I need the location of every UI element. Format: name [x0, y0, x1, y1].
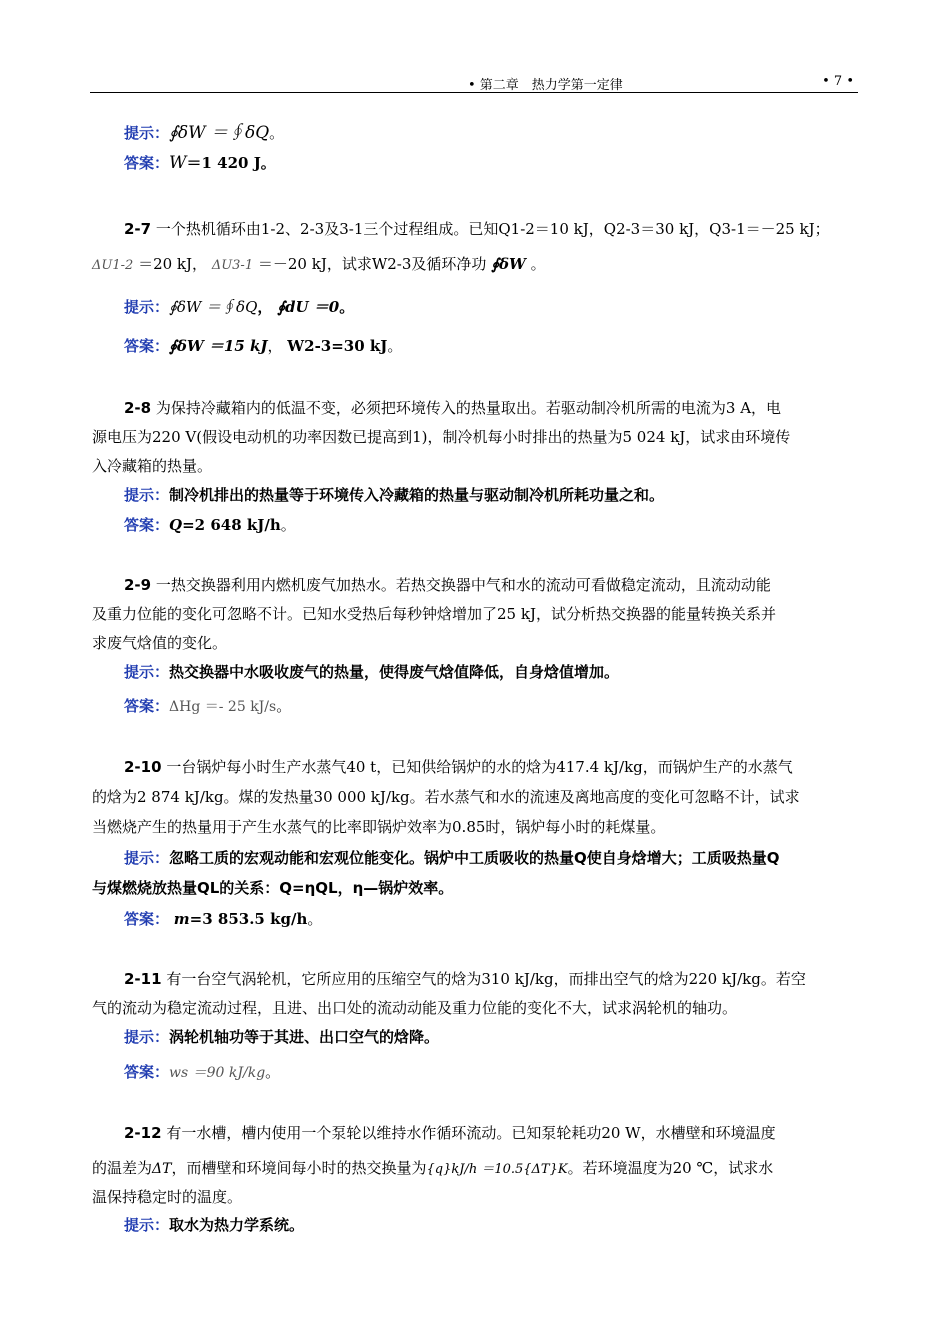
answer-line [124, 335, 402, 357]
problem-text: 气的流动为稳定流动过程，且进、出口处的流动动能及重力位能的变化不大，试求涡轮机的轴功。 [92, 999, 738, 1017]
hint-text: 涡轮机轴功等于其进、出口空气的焓降。 [169, 1028, 440, 1046]
hint-formula: ∮dU ＝0 [277, 298, 340, 316]
problem-text: 入冷藏箱的热量。 [92, 457, 213, 475]
problem-2-10-line-1 [124, 756, 793, 778]
answer-value: =3 853.5 kg/h [189, 910, 308, 928]
problem-text: 求废气焓值的变化。 [92, 634, 228, 652]
punct: 。 [265, 1063, 281, 1081]
punct: ， [257, 298, 273, 316]
page-header [90, 72, 858, 93]
answer-label: 答案： [124, 910, 170, 928]
hint-line [124, 847, 780, 869]
delta-u-12: ΔU1-2 [92, 258, 134, 273]
hint-text: 热交换器中水吸收废气的热量，使得废气焓值降低，自身焓值增加。 [169, 663, 620, 681]
hint-text: 取水为热力学系统。 [169, 1216, 305, 1234]
punct: ， [267, 337, 283, 355]
answer-line [124, 908, 322, 930]
problem-2-8-line-1 [124, 397, 781, 419]
problem-text: 一台锅炉每小时生产水蒸气40 t，已知供给锅炉的水的焓为417.4 kJ/kg，而锅炉生产的水蒸气 [166, 758, 793, 776]
delta-t: ΔT [152, 1161, 172, 1177]
problem-text: 一热交换器利用内燃机废气加热水。若热交换器中气和水的流动可看做稳定流动，且流动动能 [155, 576, 771, 594]
problem-number: 2-8 [124, 399, 152, 417]
punct: 。 [530, 255, 546, 273]
answer-label: 答案： [124, 1063, 170, 1081]
answer-formula: ΔHg ＝- 25 kJ/s [169, 699, 277, 715]
problem-text: 及重力位能的变化可忽略不计。已知水受热后每秒钟焓增加了25 kJ，试分析热交换器的能量转换关系并 [92, 605, 776, 623]
hint-formula: ∮δW ＝∮δQ [169, 298, 258, 316]
hint-text: 与煤燃烧放热量QL的关系：Q=ηQL，η—锅炉效率。 [92, 879, 454, 897]
answer-variable: W [169, 153, 187, 173]
hint-label: 提示： [124, 1216, 170, 1234]
answer-label: 答案： [124, 516, 170, 534]
delta-u-31: ΔU3-1 [211, 258, 254, 273]
answer-value: =2 648 kJ/h [182, 516, 281, 534]
problem-number: 2-11 [124, 970, 162, 988]
answer-label: 答案： [124, 697, 170, 715]
hint-label: 提示： [124, 1028, 170, 1046]
problem-text: 一个热机循环由1-2、2-3及3-1三个过程组成。已知Q1-2＝10 kJ，Q2-3＝30 kJ，Q3-1＝－25 kJ； [155, 220, 830, 238]
chapter-title: • 第二章 热力学第一定律 [468, 78, 623, 93]
hint-label: 提示： [124, 486, 170, 504]
heat-exchange-formula: {q}kJ/h ＝10.5{ΔT}K [426, 1162, 568, 1177]
answer-line [124, 1061, 280, 1084]
answer-value: ＝1 420 J。 [186, 154, 276, 172]
problem-text: 当燃烧产生的热量用于产生水蒸气的比率即锅炉效率为0.85时，锅炉每小时的耗煤量。 [92, 818, 666, 836]
hint-line [124, 1026, 439, 1048]
problem-number: 2-9 [124, 576, 152, 594]
answer-line [124, 514, 296, 536]
hint-line [124, 296, 354, 318]
answer-variable: m [173, 910, 190, 928]
problem-2-7-line-1 [124, 218, 830, 240]
hint-line [124, 122, 284, 144]
problem-text: 。若环境温度为20 ℃，试求水 [567, 1159, 774, 1177]
hint-formula: ∮δW ＝∮δQ [169, 123, 270, 143]
problem-text: 有一水槽，槽内使用一个泵轮以维持水作循环流动。已知泵轮耗功20 W，水槽壁和环境温度 [166, 1124, 776, 1142]
answer-formula: ∮δW ＝15 kJ [169, 337, 268, 355]
hint-label: 提示： [124, 298, 170, 316]
problem-2-7-line-2 [92, 253, 546, 277]
hint-line [124, 484, 664, 506]
problem-text: 源电压为220 V(假设电动机的功率因数已提高到1)，制冷机每小时排出的热量为5 024 kJ，试求由环境传 [92, 428, 791, 446]
hint-label: 提示： [124, 663, 170, 681]
punct: 。 [280, 516, 296, 534]
punct: 。 [269, 124, 285, 142]
answer-label: 答案： [124, 337, 170, 355]
punct: 。 [387, 337, 403, 355]
problem-text: 为保持冷藏箱内的低温不变，必须把环境传入的热量取出。若驱动制冷机所需的电流为3 A，电 [155, 399, 782, 417]
punct: 。 [276, 697, 292, 715]
answer-formula: ws ＝90 kJ/kg [169, 1065, 266, 1081]
page-number: • 7 • [822, 74, 854, 89]
answer-value: W2-3=30 kJ [287, 337, 388, 355]
answer-variable: Q [169, 516, 183, 534]
problem-2-12-line-2 [92, 1157, 773, 1181]
problem-text: 的温差为 [92, 1159, 153, 1177]
net-work-formula: ∮δW [491, 255, 526, 273]
problem-text: ＝20 kJ， [138, 255, 208, 273]
problem-number: 2-7 [124, 220, 152, 238]
problem-text: 温保持稳定时的温度。 [92, 1188, 243, 1206]
problem-2-9-line-1 [124, 574, 771, 596]
punct: 。 [307, 910, 323, 928]
problem-text: 有一台空气涡轮机，它所应用的压缩空气的焓为310 kJ/kg，而排出空气的焓为220 kJ/kg。若空 [166, 970, 806, 988]
problem-text: ，而槽壁和环境间每小时的热交换量为 [171, 1159, 427, 1177]
problem-2-12-line-1 [124, 1122, 776, 1144]
hint-label: 提示： [124, 849, 170, 867]
answer-label: 答案： [124, 154, 170, 172]
hint-text: 忽略工质的宏观动能和宏观位能变化。锅炉中工质吸收的热量Q使自身焓增大；工质吸热量Q [169, 849, 780, 867]
hint-label: 提示： [124, 124, 170, 142]
problem-number: 2-10 [124, 758, 162, 776]
problem-number: 2-12 [124, 1124, 162, 1142]
punct: 。 [339, 298, 355, 316]
answer-line [124, 152, 276, 174]
problem-text: ＝－20 kJ，试求W2-3及循环净功 [257, 255, 487, 273]
problem-2-11-line-1 [124, 968, 806, 990]
hint-line [124, 1214, 304, 1236]
hint-text: 制冷机排出的热量等于环境传入冷藏箱的热量与驱动制冷机所耗功量之和。 [169, 486, 665, 504]
answer-line [124, 695, 291, 718]
hint-line [124, 661, 619, 683]
problem-text: 的焓为2 874 kJ/kg。煤的发热量30 000 kJ/kg。若水蒸气和水的流速及离地高度的变化可忽略不计，试求 [92, 788, 800, 806]
